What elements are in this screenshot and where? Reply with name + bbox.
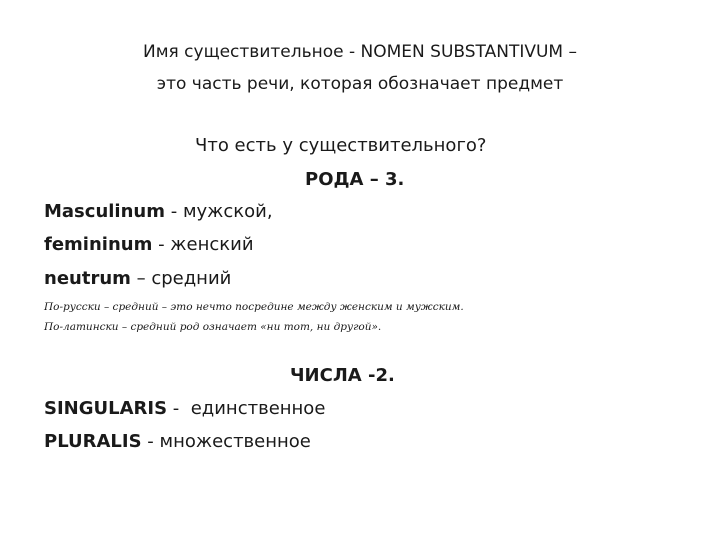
genders-heading: РОДА – 3. xyxy=(305,169,405,190)
russian-term: мужской, xyxy=(182,201,273,222)
numbers-heading: ЧИСЛА -2. xyxy=(290,365,395,386)
gender-item-masculinum xyxy=(44,203,273,221)
number-item-pluralis xyxy=(44,433,311,451)
separator: - xyxy=(152,234,171,255)
gender-item-femininum xyxy=(44,236,254,254)
note-latin: По-латински – средний род означает «ни тот, ни другой». xyxy=(44,321,382,333)
latin-term: Masculinum xyxy=(44,201,165,222)
russian-term: единственное xyxy=(190,398,326,419)
separator: - xyxy=(167,398,191,419)
gender-item-neutrum xyxy=(44,270,231,288)
russian-term: множественное xyxy=(159,431,311,452)
separator: - xyxy=(164,201,183,222)
title-line-1: Имя существительное - NOMEN SUBSTANTIVUM – xyxy=(143,42,577,62)
latin-term: femininum xyxy=(44,234,153,255)
separator: – xyxy=(130,268,152,289)
title-line-2: это часть речи, которая обозначает предмет xyxy=(156,74,564,94)
question-text: Что есть у существительного? xyxy=(195,135,487,156)
russian-term: средний xyxy=(151,268,232,289)
separator: - xyxy=(141,431,160,452)
latin-term: SINGULARIS xyxy=(44,398,168,419)
note-russian: По-русски – средний – это нечто посредине между женским и мужским. xyxy=(44,301,464,313)
russian-term: женский xyxy=(170,234,254,255)
number-item-singularis xyxy=(44,400,325,418)
latin-term: PLURALIS xyxy=(44,431,142,452)
latin-term: neutrum xyxy=(44,268,131,289)
